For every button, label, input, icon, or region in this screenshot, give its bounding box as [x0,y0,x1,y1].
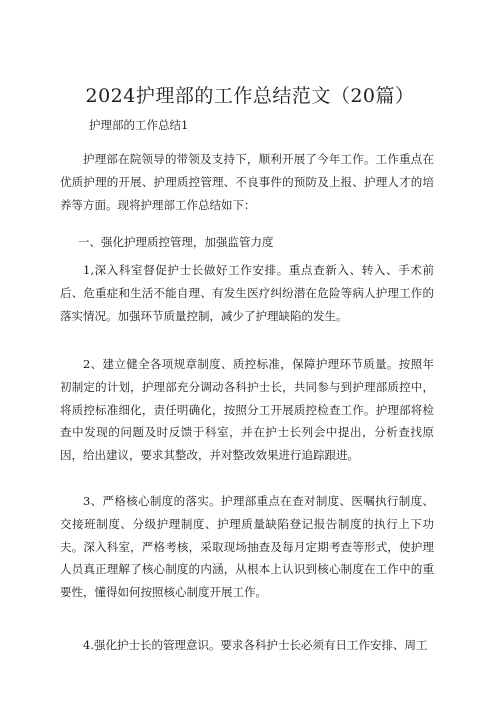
section-heading: 一、强化护理质控管理，加强监管力度 [78,235,274,249]
intro-paragraph: 护理部在院领导的带领及支持下，顺利开展了今年工作。工作重点在优质护理的开展、护理质控管理、不良事件的预防及上报、护理人才的培养等方面。现将护理部工作总结如下： [60,152,434,212]
paragraph-item-2: 2、建立健全各项规章制度、质控标准，保障护理环节质量。按照年初制定的计划，护理部充分调动各科护士长，共同参与到护理部质控中，将质控标准细化，责任明确化，按照分工开展质控检查工作。护理部将检查中发现的问题及时反馈于科室，并在护士长列会中提出，分析查找原因，给出建议，要求其整改，并对整改效果进行追踪跟进。 [60,357,434,463]
section-title: 护理部的工作总结1 [89,118,189,132]
paragraph-item-1: 1,深入科室督促护士长做好工作安排。重点查新入、转入、手术前后、危重症和生活不能自理、有发生医疗纠纷潜在危险等病人护理工作的落实情况。加强环节质量控制，减少了护理缺陷的发生。 [60,263,434,323]
paragraph-item-4: 4.强化护士长的管理意识。要求各科护士长必须有日工作安排、周工 [83,638,428,652]
document-title: 2024护理部的工作总结范文（20篇） [85,85,415,107]
paragraph-item-3: 3、严格核心制度的落实。护理部重点在查对制度、医嘱执行制度、交接班制度、分级护理制度、护理质量缺陷登记报告制度的执行上下功夫。深入科室，严格考核，采取现场抽查及每月定期考查等形式，使护理人员真正理解了核心制度的内涵，从根本上认识到核心制度在工作中的重要性，懂得如何按照核心制度开展工作。 [60,494,434,600]
